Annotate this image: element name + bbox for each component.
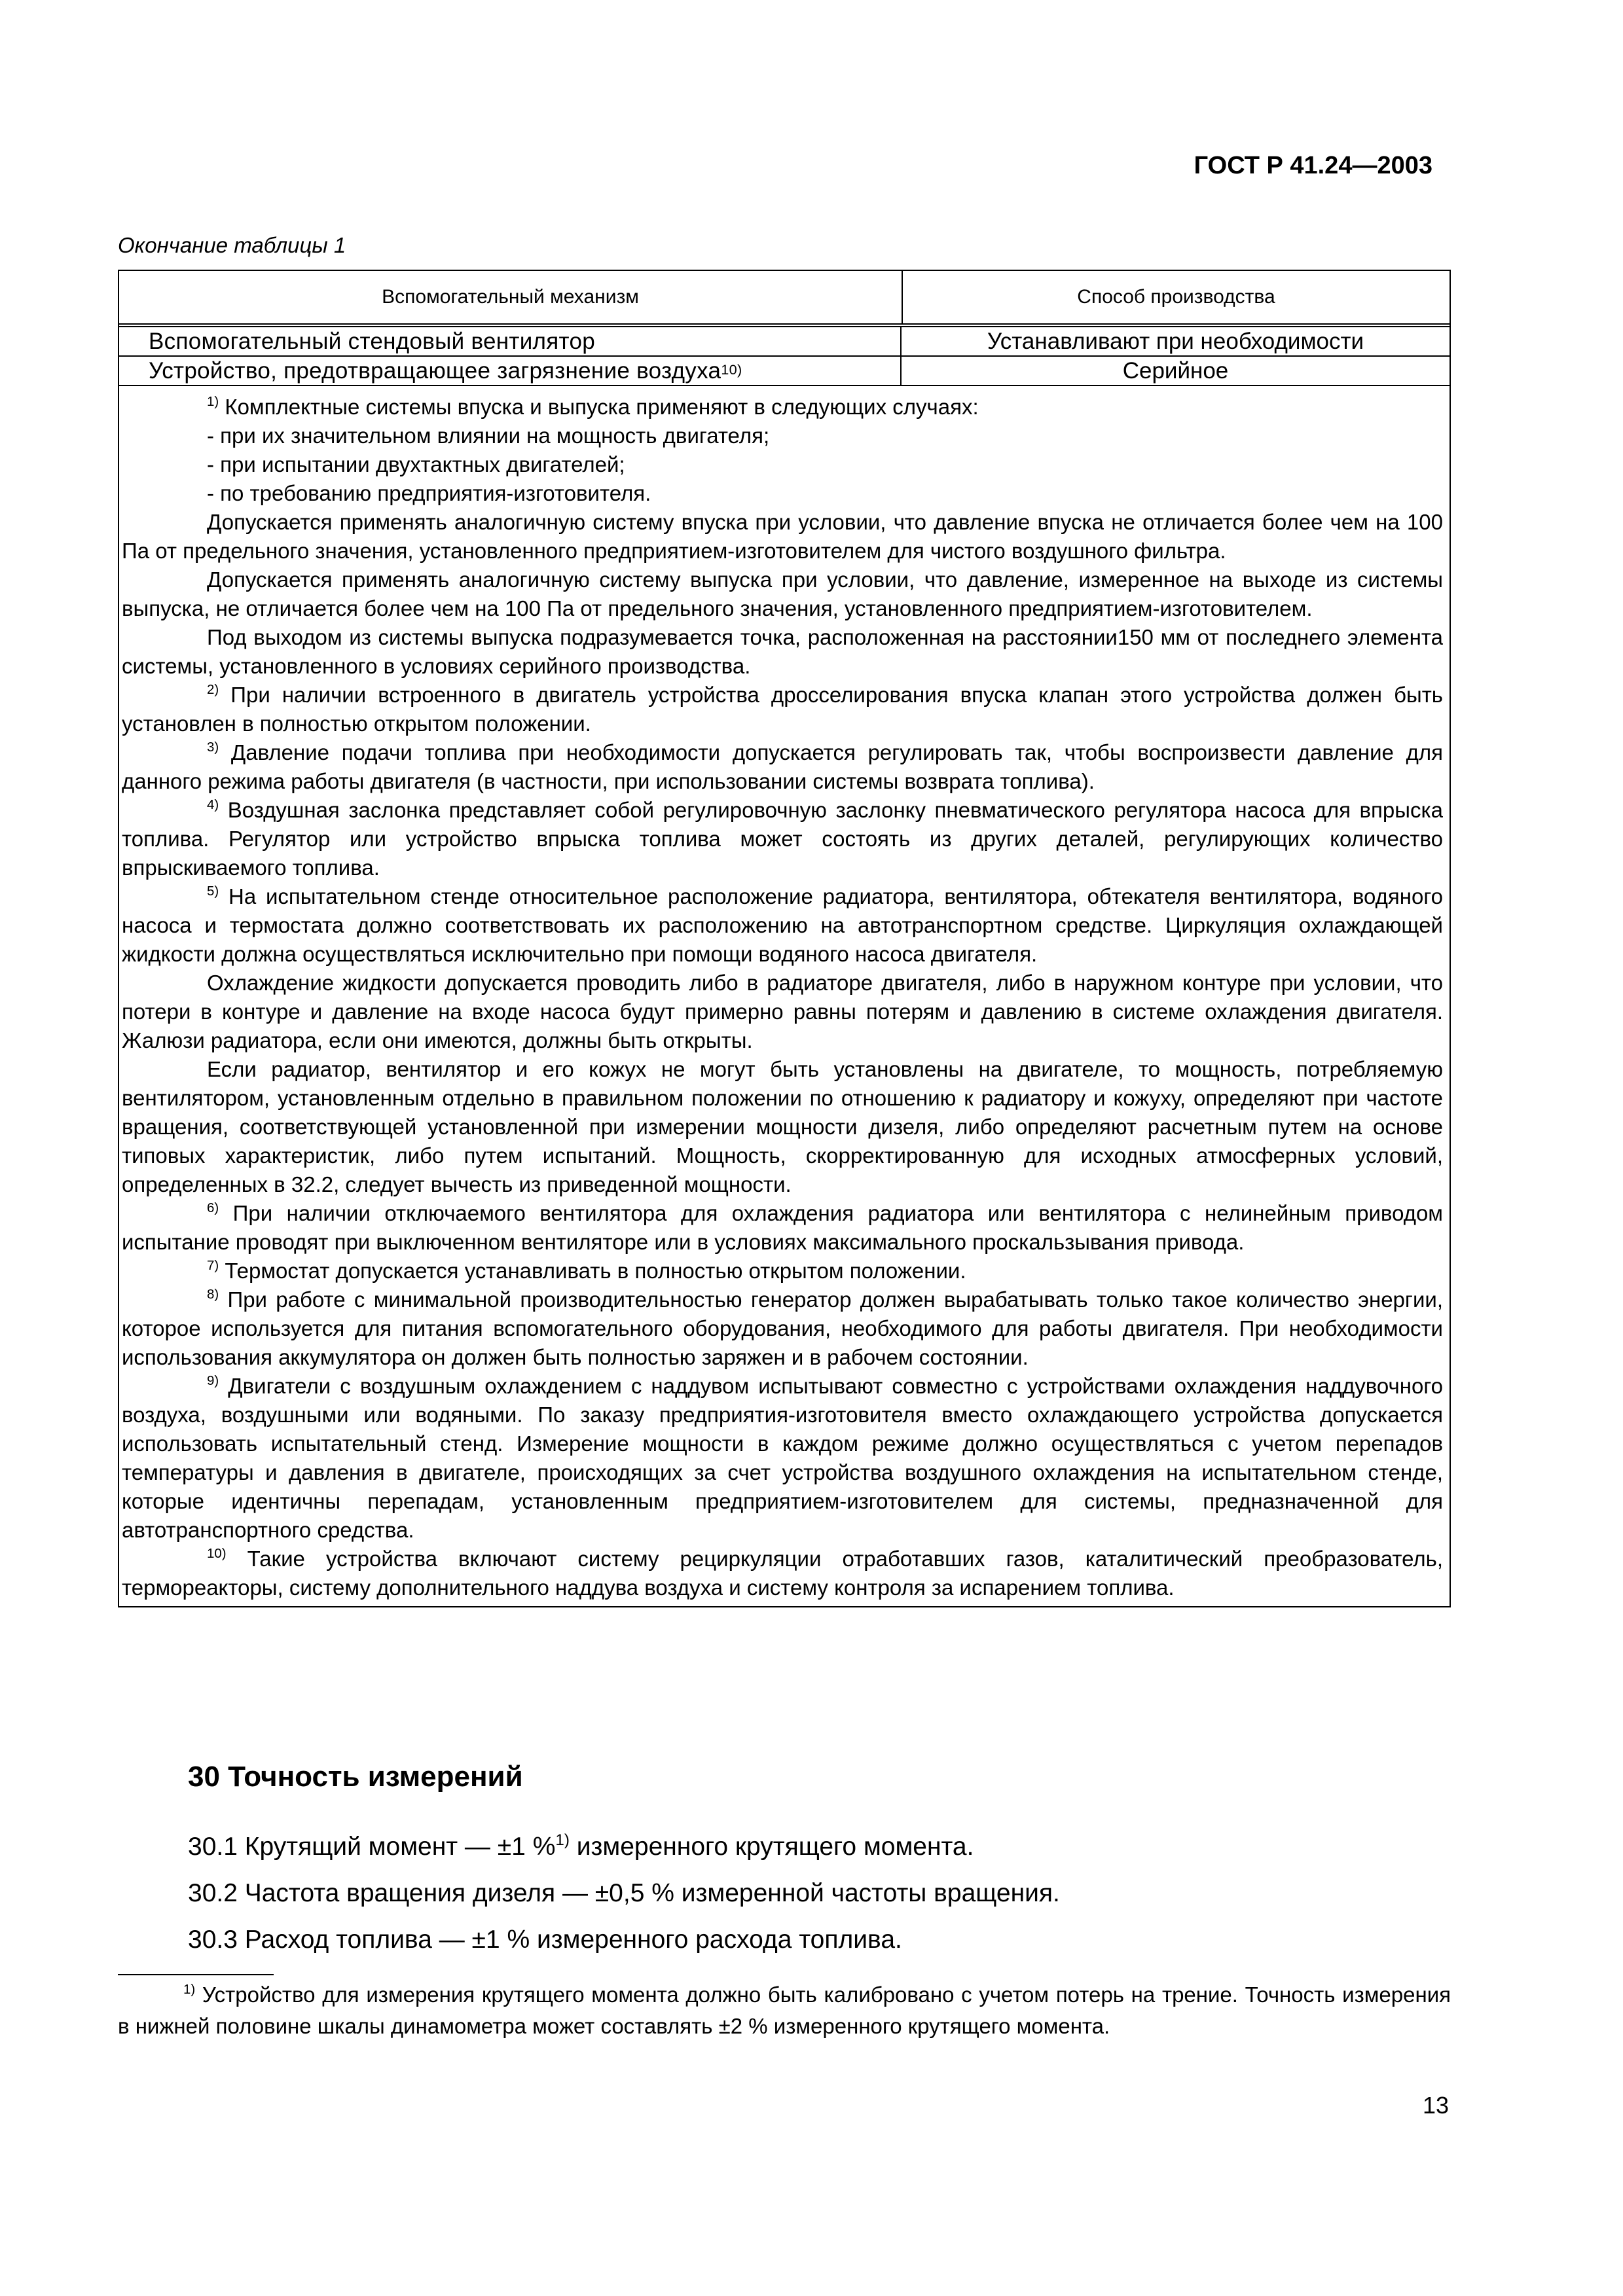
footnote-separator (118, 1974, 274, 1975)
footnote-marker: 6) (207, 1200, 219, 1215)
footnote-marker: 8) (207, 1286, 219, 1302)
table-caption: Окончание таблицы 1 (118, 233, 346, 257)
note-text: Термостат допускается устанавливать в полностью открытом положении. (219, 1259, 966, 1283)
table-cell-mechanism: Устройство, предотвращающее загрязнение воздуха $^{10)}$ (119, 357, 902, 385)
clause-item (188, 1823, 1060, 1870)
footnote (118, 1979, 1451, 2042)
cell-text: Вспомогательный стендовый вентилятор (149, 328, 596, 354)
note-text: При наличии встроенного в двигатель устройства дросселирования впуска клапан этого устройства должен быть установлен в полностью открытом положении. (122, 683, 1443, 736)
note-paragraph (122, 450, 1443, 479)
note-text: Такие устройства включают систему рециркуляции отработавших газов, каталитический преобразователь, термореакторы, систему дополнительного наддува воздуха и систему контроля за испарением топлива. (122, 1547, 1443, 1600)
table-cell-method: Устанавливают при необходимости (987, 328, 1364, 354)
footnote-text: Устройство для измерения крутящего момента должно быть калибровано с учетом потерь на трение. Точность измерения в нижней половине шкалы динамометра может составлять ±2 % измеренного крутящего момента. (118, 1982, 1451, 2038)
note-paragraph (122, 882, 1443, 969)
footnote-marker: 10) (207, 1545, 227, 1561)
page-number: 13 (1422, 2092, 1449, 2119)
note-text: - по требованию предприятия-изготовителя. (207, 481, 651, 505)
note-paragraph (122, 969, 1443, 1055)
note-text: Комплектные системы впуска и выпуска применяют в следующих случаях: (219, 395, 979, 419)
note-paragraph (122, 422, 1443, 450)
note-paragraph (122, 623, 1443, 681)
note-text: Под выходом из системы выпуска подразумевается точка, расположенная на расстоянии150 мм от последнего элемента системы, установленного в условиях серийного производства. (122, 625, 1443, 678)
footnote-marker: 1) (555, 1831, 570, 1849)
clause-number: 30.2 (188, 1879, 238, 1907)
clause-text: Крутящий момент — ±1 % (237, 1833, 556, 1861)
table-header (119, 271, 1450, 327)
note-paragraph (122, 479, 1443, 508)
clause-text: измеренного крутящего момента. (569, 1833, 974, 1861)
note-text: При наличии отключаемого вентилятора для охлаждения радиатора или вентилятора с нелинейным приводом испытание проводят при выключенном вентиляторе или в условиях максимального проскальзывания привода. (122, 1201, 1443, 1254)
footnote-marker: 2) (207, 681, 219, 697)
footnote-marker: 1) (207, 393, 219, 409)
footnote-marker: 7) (207, 1257, 219, 1273)
note-paragraph (122, 393, 1443, 422)
note-text: Если радиатор, вентилятор и его кожух не могут быть установлены на двигателе, то мощность, потребляемую вентилятором, установленным отдельно в правильном положении по отношению к радиатору и кожуху, определяют при частоте вращения, соответствующей установленной при измерении мощности дизеля, либо определяют расчетным путем на основе типовых характеристик, либо путем испытаний. Мощность, скорректированную для исходных атмосферных условий, определенных в 32.2, следует вычесть из приведенной мощности. (122, 1057, 1443, 1196)
clause-text: Частота вращения дизеля — ±0,5 % измеренной частоты вращения. (237, 1879, 1060, 1907)
note-text: Допускается применять аналогичную систему выпуска при условии, что давление, измеренное на выходе из системы выпуска, не отличается более чем на 100 Па от предельного значения, установленного предприятием-изготовителем. (122, 567, 1443, 620)
note-paragraph (122, 1199, 1443, 1257)
clause-item (188, 1870, 1060, 1916)
table-row (119, 327, 1450, 357)
note-text: Допускается применять аналогичную систему впуска при условии, что давление впуска не отличается более чем на 100 Па от предельного значения, установленного предприятием-изготовителем для чистого воздушного фильтра. (122, 510, 1443, 563)
note-text: Давление подачи топлива при необходимости допускается регулировать так, чтобы воспроизвести давление для данного режима работы двигателя (в частности, при использовании системы возврата топлива). (122, 740, 1443, 793)
note-paragraph (122, 1055, 1443, 1199)
table-cell-mechanism (119, 327, 902, 355)
clause-list (188, 1823, 1060, 1963)
note-paragraph (122, 738, 1443, 796)
note-paragraph (122, 565, 1443, 623)
note-paragraph (122, 1372, 1443, 1545)
note-paragraph (122, 681, 1443, 738)
column-header-mechanism: Вспомогательный механизм (119, 271, 903, 323)
footnote-paragraph (118, 1979, 1451, 2042)
footnote-marker: 9) (207, 1372, 219, 1388)
document-code: ГОСТ Р 41.24—2003 (1194, 152, 1432, 179)
table (118, 270, 1451, 1607)
clause-number: 30.1 (188, 1833, 238, 1861)
note-paragraph (122, 508, 1443, 565)
note-paragraph (122, 1285, 1443, 1372)
note-text: Охлаждение жидкости допускается проводить либо в радиаторе двигателя, либо в наружном контуре при условии, что потери в контуре и давление на входе насоса будут примерно равны потерям и давлению в системе охлаждения двигателя. Жалюзи радиатора, если они имеются, должны быть открыты. (122, 971, 1443, 1052)
column-header-method: Способ производства (1077, 286, 1275, 308)
note-paragraph (122, 1257, 1443, 1285)
clause-number: 30.3 (188, 1926, 238, 1954)
cell-text: Устройство, предотвращающее загрязнение воздуха (149, 357, 721, 384)
note-text: - при испытании двухтактных двигателей; (207, 452, 625, 476)
footnote-marker: 3) (207, 739, 219, 755)
footnote-marker: 4) (207, 797, 219, 812)
section-title: 30 Точность измерений (188, 1761, 523, 1793)
note-text: - при их значительном влиянии на мощность двигателя; (207, 423, 770, 448)
note-text: На испытательном стенде относительное расположение радиатора, вентилятора, обтекателя вентилятора, водяного насоса и термостата должно соответствовать их расположению на автотранспортном средстве. Циркуляция охлаждающей жидкости должна осуществляться исключительно при помощи водяного насоса двигателя. (122, 884, 1443, 966)
clause-item (188, 1916, 1060, 1963)
footnote-marker: 1) (183, 1981, 196, 1997)
table-row (119, 357, 1450, 386)
note-text: При работе с минимальной производительностью генератор должен вырабатывать только такое количество энергии, которое используется для питания вспомогательного оборудования, необходимого для работы двигателя. При необходимости использования аккумулятора он должен быть полностью заряжен и в рабочем состоянии. (122, 1287, 1443, 1369)
note-text: Воздушная заслонка представляет собой регулировочную заслонку пневматического регулятора насоса для впрыска топлива. Регулятор или устройство впрыска топлива может состоять из других деталей, регулирующих количество впрыскиваемого топлива. (122, 798, 1443, 880)
note-paragraph (122, 1545, 1443, 1602)
footnote-marker: 5) (207, 883, 219, 899)
table-cell-method: Серийное (1122, 357, 1229, 384)
table-notes (119, 386, 1450, 1606)
note-text: Двигатели с воздушным охлаждением с наддувом испытывают совместно с устройствами охлаждения наддувочного воздуха, воздушными или водяными. По заказу предприятия-изготовителя вместо охлаждающего устройства допускается использовать испытательный стенд. Измерение мощности в каждом режиме должно осуществляться с учетом перепадов температуры и давления в двигателе, происходящих за счет устройства воздушного охлаждения на испытательном стенде, которые идентичны перепадам, установленным предприятием-изготовителем для системы, предназначенной для автотранспортного средства. (122, 1374, 1443, 1542)
note-paragraph (122, 796, 1443, 882)
clause-text: Расход топлива — ±1 % измеренного расхода топлива. (237, 1926, 902, 1954)
